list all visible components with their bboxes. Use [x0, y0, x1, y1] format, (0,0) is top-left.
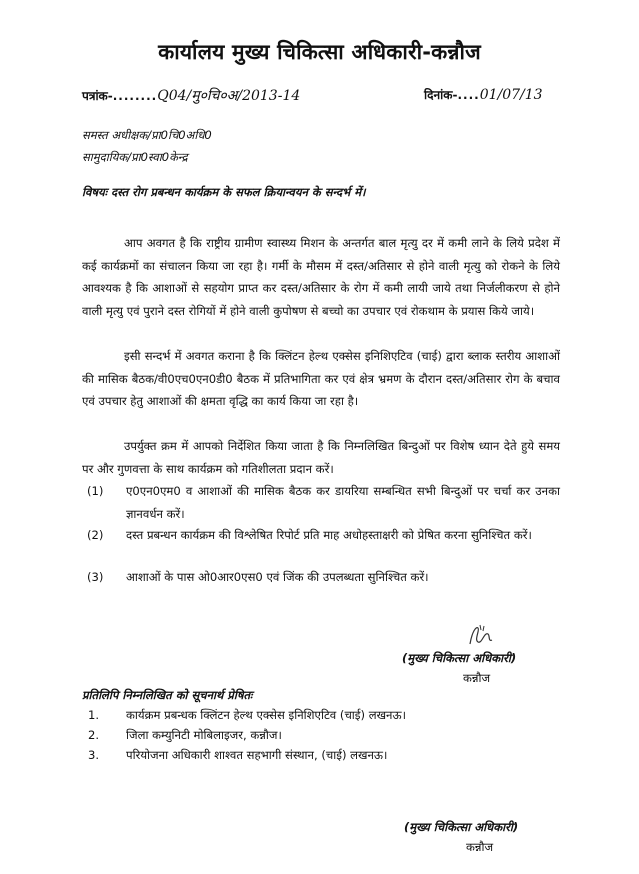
paragraph-2: इसी सन्दर्भ में अवगत कराना है कि क्लिंटन हेल्थ एक्सेस इनिशिएटिव (चाई) द्वारा ब्लाक स्तरीय आशाओं की मासिक बैठक/वी0एच0एन0डी0 बैठक में प्रतिभागिता कर एवं क्षेत्र भ्रमण के दौरान दस्त/अतिसार रोग के बचाव एवं उपचार हेतु आशाओं की क्षमता वृद्धि का कार्य किया जा रहा है। [82, 349, 560, 408]
directive-text: ए0एन0एम0 व आशाओं की मासिक बैठक कर डायरिया सम्बन्धित सभी बिन्दुओं पर चर्चा कर उनका ज्ञानवर्धन करें। [126, 484, 560, 521]
office-title: कार्यालय मुख्य चिकित्सा अधिकारी-कन्नौज [158, 40, 481, 64]
directive-number: (1) [87, 484, 104, 498]
dinank-dots: .... [457, 88, 480, 102]
directive-number: (2) [87, 528, 104, 542]
addressee-line-1: समस्त अधीक्षक/प्रा0चि0अधि0 [82, 128, 212, 142]
subject-line: विषयः दस्त रोग प्रबन्धन कार्यक्रम के सफल क्रियान्वयन के सन्दर्भ में। [82, 185, 366, 199]
copy-to-heading: प्रतिलिपि निम्नलिखित को सूचनार्थ प्रेषितः [82, 688, 253, 702]
copy-to-number: 3. [88, 748, 100, 762]
copy-to-number: 2. [88, 728, 100, 742]
patrank-value: Q04/मु०चि०अ/2013-14 [157, 88, 301, 104]
patrank-label: पत्रांक [82, 89, 108, 103]
directive-text: दस्त प्रबन्धन कार्यक्रम की विश्लेषित रिपोर्ट प्रति माह अधोहस्ताक्षरी को प्रेषित करना सुनिश्चित करें। [126, 528, 532, 542]
signatory-designation: (मुख्य चिकित्सा अधिकारी) [404, 820, 519, 834]
paragraph-1: आप अवगत है कि राष्ट्रीय ग्रामीण स्वास्थ्य मिशन के अन्तर्गत बाल मृत्यु दर में कमी लाने के लिये प्रदेश में कई कार्यक्रमों का संचालन किया जा रहा है। गर्मी के मौसम में दस्त/अतिसार से होने वाली मृत्यु को रोकने के लिये आवश्यक है कि आशाओं से सहयोग प्राप्त कर दस्त/अतिसार के रोग में कमी लायी जाये तथा निर्जलीकरण से होने वाली मृत्यु एवं पुराने दस्त रोगियों में होने वाली कुपोषण से बच्चो का उपचार एवं रोकथाम के प्रयास किये जाये। [82, 236, 560, 318]
copy-to-text: कार्यक्रम प्रबन्धक क्लिंटन हेल्थ एक्सेस इनिशिएटिव (चाई) लखनऊ। [126, 708, 406, 722]
directive-text: आशाओं के पास ओ0आर0एस0 एवं जिंक की उपलब्धता सुनिश्चित करें। [126, 570, 429, 584]
paragraph-3: उपर्युक्त क्रम में आपको निर्देशित किया जाता है कि निम्नलिखित बिन्दुओं पर विशेष ध्यान देते हुये समय पर और गुणवत्ता के साथ कार्यक्रम को गतिशीलता प्रदान करें। [82, 439, 560, 476]
date-line: दिनांक-....01/07/13 [424, 87, 543, 103]
signatory-designation: (मुख्य चिकित्सा अधिकारी) [402, 651, 517, 665]
copy-to-text: परियोजना अधिकारी शाश्वत सहभागी संस्थान, (चाई) लखनऊ। [126, 748, 388, 762]
signatory-place: कन्नौज [466, 840, 494, 854]
patrank-dots: ........ [112, 89, 158, 103]
copy-to-text: जिला कम्युनिटी मोबिलाइजर, कन्नौज। [126, 728, 282, 742]
directive-number: (3) [87, 570, 104, 584]
copy-to-number: 1. [88, 708, 100, 722]
addressee-line-2: सामुदायिक/प्रा0स्वा0केन्द्र [82, 150, 188, 164]
dinank-label: दिनांक [424, 88, 453, 102]
dinank-value: 01/07/13 [479, 87, 543, 103]
signatory-place: कन्नौज [463, 671, 491, 685]
reference-number-line: पत्रांक-........Q04/मु०चि०अ/2013-14 [82, 88, 301, 104]
handwritten-initials [466, 622, 496, 650]
